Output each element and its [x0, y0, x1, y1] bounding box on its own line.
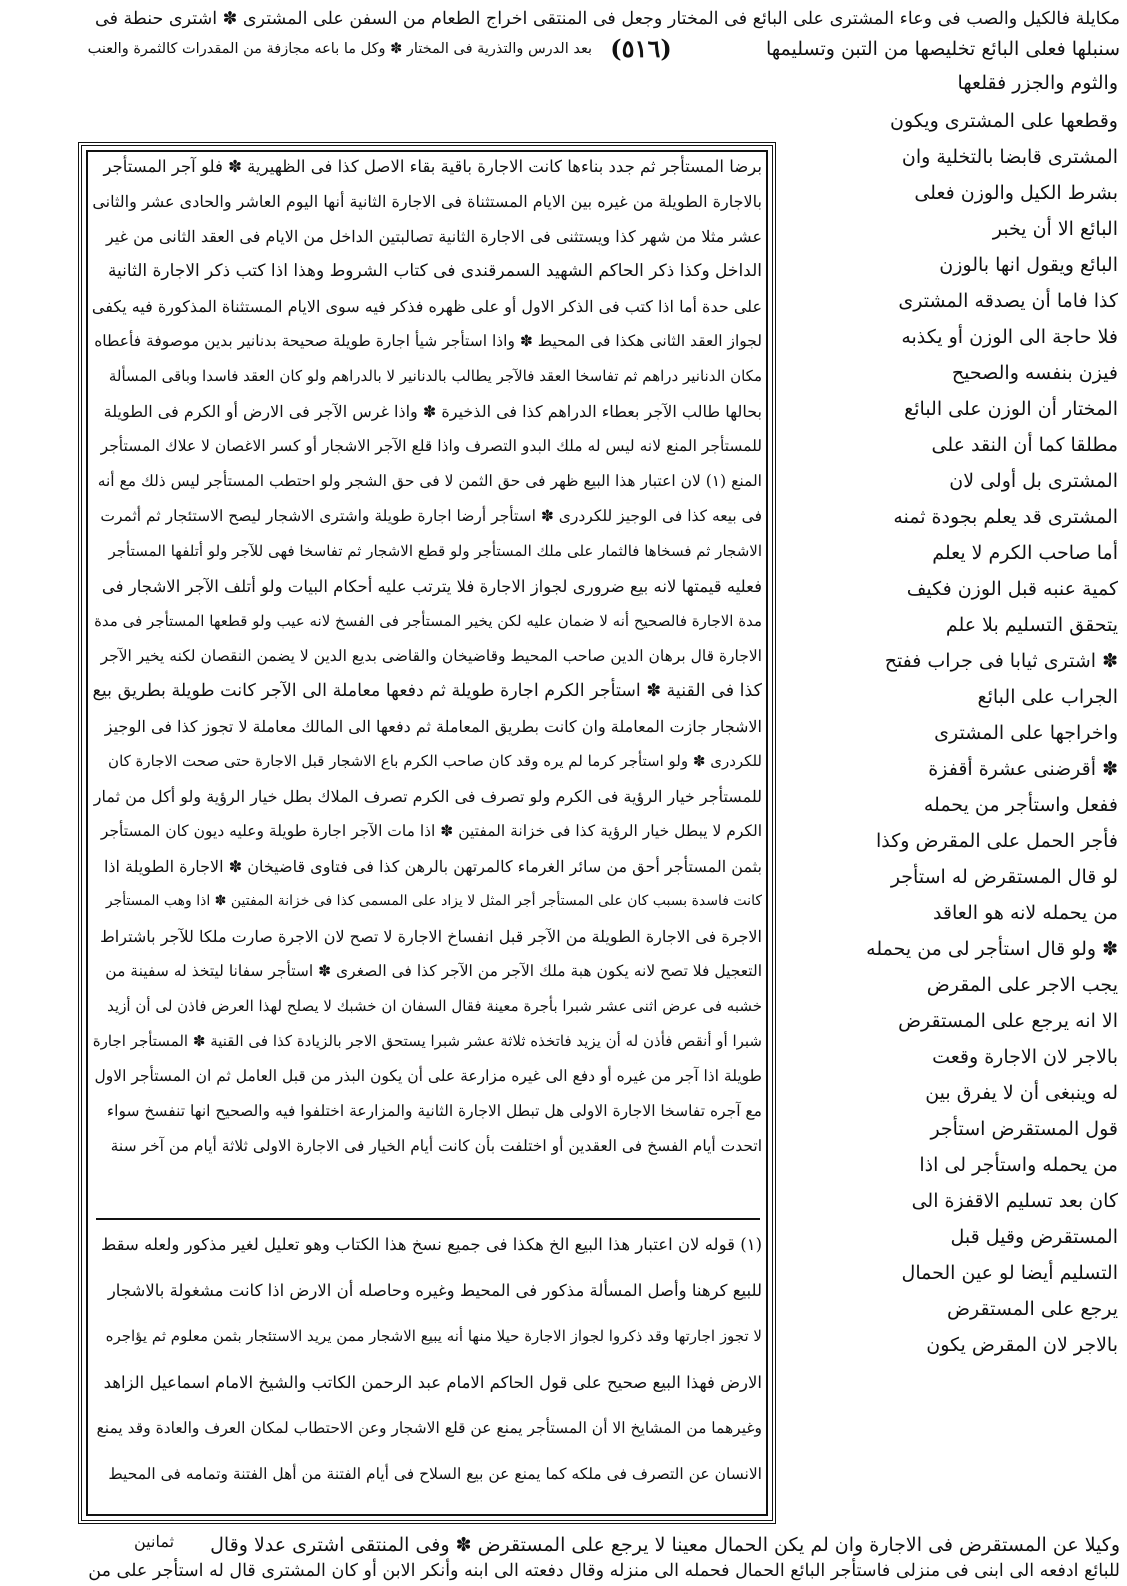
side-line-21: فأجر الحمل على المقرض وكذا: [875, 830, 1118, 852]
side-line-18: واخراجها على المشترى: [934, 722, 1118, 744]
main-line-28: مع آجره تفاسخا الاجارة الاولى هل تبطل الاجارة الثانية والمزارعة اختلفوا فيه والصحيح انها تنفسخ سواء: [106, 1102, 762, 1120]
catchword: ثمانين: [134, 1532, 175, 1551]
main-line-7: مكان الدنانير دراهم ثم تفاسخا العقد فالآجر يطالب بالدنانير لا بالدراهم ولو كان العقد فاسدا وباقى المسألة: [108, 367, 762, 385]
main-line-12: الاشجار ثم فسخاها فالثمار على ملك المستأجر ولو قطع الاشجار ثم تفاسخا فهى للآجر ولو أتلفها المستأجر: [108, 542, 762, 560]
main-line-3: عشر مثلا من شهر كذا ويستثنى فى الاجارة الثانية تصالبتين الداخل من الايام فى العقد الثانى من غير: [105, 227, 762, 246]
main-line-15: الاجارة قال برهان الدين صاحب المحيط وقاضيخان والقاضى بديع الدين لا يضمن النقصان لكنه يخير الآجر: [100, 647, 762, 665]
main-line-18: للكردرى ✽ ولو استأجر كرما لم يره وقد كان صاحب الكرم باع الاشجار قبل الاجارة حتى صحت الاجارة كان: [108, 752, 762, 770]
main-line-1: برضا المستأجر ثم جدد بناءها كانت الاجارة باقية بقاء الاصل كذا فى الظهيرية ✽ فلو آجر المستأجر: [103, 157, 762, 176]
side-line-8: فيزن بنفسه والصحيح: [951, 362, 1118, 384]
main-line-6: لجواز العقد الثانى هكذا فى المحيط ✽ واذا استأجر شيأ اجارة طويلة صحيحة بدنانير بدين موصوفة فأعطاه: [94, 332, 762, 350]
side-line-35: بالاجر لان المقرض يكون: [926, 1334, 1118, 1356]
side-line-11: المشترى بل أولى لان: [949, 470, 1118, 492]
top-line-3: بعد الدرس والتذرية فى المختار ✽ وكل ما باعه مجازفة من المقدرات كالثمرة والعنب: [87, 41, 592, 57]
side-line-30: من يحمله واستأجر لى اذا: [919, 1154, 1118, 1176]
side-line-17: الجراب على البائع: [977, 686, 1118, 708]
side-line-10: مطلقا كما أن النقد على: [931, 434, 1118, 456]
main-line-26: شبرا أو أنقص فأذن له أن يزيد فاتخذه ثلاثة عشر شبرا يستحق الاجر بالزيادة كذا فى القنية ✽ المستأجر اجارة: [92, 1032, 762, 1050]
side-line-32: المستقرض وقيل قبل: [950, 1226, 1118, 1248]
top-line-2: سنبلها فعلى البائع تخليصها من التبن وتسليمها: [765, 38, 1120, 60]
footnote-separator: [96, 1218, 760, 1220]
side-line-31: كان بعد تسليم الاقفزة الى: [911, 1190, 1118, 1212]
side-line-1: وقطعها على المشترى ويكون: [890, 110, 1118, 132]
side-line-7: فلا حاجة الى الوزن أو يكذبه: [901, 326, 1118, 348]
main-line-2: بالاجارة الطويلة من غيره بين الايام المستثناة فى الاجارة الثانية أنها اليوم العاشر والحادى عشر والثانى: [92, 192, 762, 211]
footnote-line-5: وغيرهما من المشايخ الا أن المستأجر يمنع عن قلع الاشجار وعن الاحتطاب لمكان العرف والعادة وقد يمنع: [96, 1419, 762, 1437]
side-line-24: ✽ ولو قال استأجر لى من يحمله: [866, 938, 1118, 960]
side-line-26: الا انه يرجع على المستقرض: [898, 1010, 1118, 1032]
main-line-17: الاشجار جازت المعاملة وان كانت بطريق المعاملة ثم دفعها الى المالك معاملة لا تجوز كذا فى الوجيز: [104, 717, 762, 736]
footnote-line-1: (١) قوله لان اعتبار هذا البيع الخ هكذا فى جميع نسخ هذا الكتاب وهو تعليل لغير مذكور ولعله سقط: [101, 1235, 762, 1254]
side-line-15: يتحقق التسليم بلا علم: [945, 614, 1118, 636]
side-line-20: ففعل واستأجر من يحمله: [923, 794, 1118, 816]
side-line-23: من يحمله لانه هو العاقد: [932, 902, 1118, 924]
footnote-line-2: للبيع كرهنا وأصل المسألة مذكور فى المحيط وغيره وحاصله أن الارض اذا كانت مشغولة بالاشجار: [107, 1281, 762, 1300]
main-line-25: خشبه فى عرض اثنى عشر شبرا بأجرة معينة فقال السفان ان خشبك لا يصلح لهذا العرض فاذن لى أن أزيد: [107, 997, 762, 1015]
side-line-19: ✽ أقرضنى عشرة أقفزة: [928, 758, 1118, 780]
side-line-16: ✽ اشترى ثيابا فى جراب ففتح: [884, 650, 1118, 672]
main-line-5: على حدة أما اذا كتب فى الذكر الاول أو على ظهره فذكر فيه سوى الايام المستثناة المذكورة فيه يكفى: [92, 297, 762, 316]
main-line-4: الداخل وكذا ذكر الحاكم الشهيد السمرقندى فى كتاب الشروط وهذا اذا كتب ذكر الاجارة الثانية: [107, 261, 762, 281]
main-line-22: كانت فاسدة بسبب كان على المستأجر أجر المثل لا يزاد على المسمى كذا فى خزانة المفتين ✽ اذا وهب المستأجر: [105, 893, 762, 909]
side-line-22: لو قال المستقرض له استأجر: [890, 866, 1118, 888]
main-line-16: كذا فى القنية ✽ استأجر الكرم اجارة طويلة ثم دفعها معاملة الى الآجر كانت طويلة بطريق بيع: [92, 681, 762, 701]
side-line-4: البائع الا أن يخبر: [992, 218, 1118, 240]
side-line-5: البائع ويقول انها بالوزن: [939, 254, 1118, 276]
bottom-line-2: للبائع ادفعه الى ابنى فى منزلى فاستأجر البائع الحمال فحمله الى منزله وقال دفعته الى ابنه وأنكر الابن أو كان المشترى قال له استأجر على من: [88, 1561, 1120, 1581]
main-line-20: الكرم لا يبطل خيار الرؤية كذا فى خزانة المفتين ✽ اذا مات الآجر اجارة طويلة وعليه ديون كان المستأجر: [100, 822, 762, 840]
footnote-line-4: الارض فهذا البيع صحيح على قول الحاكم الامام عبد الرحمن الكاتب والشيخ الامام اسماعيل الزاهد: [103, 1373, 762, 1392]
side-line-9: المختار أن الوزن على البائع: [904, 398, 1118, 420]
side-line-27: بالاجر لان الاجارة وقعت: [932, 1046, 1118, 1068]
main-line-24: التعجيل فلا تصح لانه يكون هبة ملك الآجر من الآجر كذا فى الصغرى ✽ استأجر سفانا ليتخذ له سفينة من: [105, 962, 762, 980]
bottom-line-1: وكيلا عن المستقرض فى الاجارة وان لم يكن الحمال معينا لا يرجع على المستقرض ✽ وفى المنتقى اشترى عدلا وقال: [210, 1534, 1120, 1556]
side-line-14: كمية عنبه قبل الوزن فكيف: [906, 578, 1118, 600]
footnote-line-6: الانسان عن التصرف فى ملكه كما يمنع عن بيع السلاح فى أيام الفتنة من أهل الفتنة وتمامه فى المحيط: [108, 1465, 762, 1483]
main-line-29: اتحدت أيام الفسخ فى العقدين أو اختلفت بأن كانت أيام الخيار فى الاجارة الاولى ثلاثة أيام من آخر سنة: [110, 1137, 762, 1155]
side-line-28: له وينبغى أن لا يفرق بين: [925, 1082, 1118, 1104]
main-line-23: الاجرة فى الاجارة الطويلة من الآجر قبل انفساخ الاجارة لا تصح لان الاجرة صارت ملكا للآجر باشتراط: [100, 927, 762, 946]
side-line-34: يرجع على المستقرض: [947, 1298, 1118, 1320]
main-line-13: فعليه قيمتها لانه بيع ضرورى لجواز الاجارة فلا يترتب عليه أحكام البيات ولو أتلف الآجر الاشجار فى: [101, 577, 762, 596]
main-line-27: طويلة اذا آجر من غيره أو دفع الى غيره مزارعة على أن يكون البذر من قبل العامل ثم ان المستأجر الاول: [94, 1067, 762, 1085]
main-line-11: فى بيعه كذا فى الوجيز للكردرى ✽ استأجر أرضا اجارة طويلة واشترى الاشجار ليصح الاستئجار ثم أثمرت: [100, 507, 762, 525]
side-line-2: المشترى قابضا بالتخلية وان: [901, 146, 1118, 168]
top-line-1: مكايلة فالكيل والصب فى وعاء المشترى على البائع فى المختار وجعل فى المنتقى اخراج الطعام من السفن على المشترى ✽ اشترى حنطة فى: [95, 9, 1120, 29]
main-line-9: للمستأجر المنع لانه ليس له ملك البدو التصرف واذا قلع الآجر الاشجار أو كسر الاغصان لا علاك المستأجر: [100, 437, 762, 455]
page-number-text: (٥١٦): [610, 36, 672, 62]
main-line-10: المنع (١) لان اعتبار هذا البيع ظهر فى حق الثمن لا فى حق الشجر ولو احتطب المستأجر ليس ذلك مع أنه: [97, 472, 762, 490]
side-line-25: يجب الاجر على المقرض: [926, 974, 1118, 996]
main-line-19: للمستأجر خيار الرؤية فى الكرم ولو تصرف فى الكرم تصرف الملاك بطل خيار الرؤية ولو أكل من ثمار: [93, 787, 762, 806]
footnote-line-3: لا تجوز اجارتها وقد ذكروا لجواز الاجارة حيلا منها أنه يبيع الاشجار ممن يريد الاستئجار بثمن معلوم ثم يؤاجره: [105, 1327, 762, 1345]
top-line-4: والثوم والجزر فقلعها: [957, 72, 1118, 94]
side-line-12: المشترى قد يعلم بجودة ثمنه: [893, 506, 1118, 528]
main-line-14: مدة الاجارة فالصحيح أنه لا ضمان عليه لكن يخير المستأجر فى الفسخ لانه عيب ولو قطعها المستأجر فى مدة: [94, 612, 762, 630]
main-line-8: بحالها طالب الآجر بعطاء الدراهم كذا فى الذخيرة ✽ واذا غرس الآجر فى الارض أو الكرم فى الطويلة: [103, 402, 762, 421]
side-line-3: بشرط الكيل والوزن فعلى: [914, 182, 1118, 204]
side-line-33: التسليم أيضا لو عين الحمال: [901, 1262, 1118, 1284]
main-line-21: بثمن المستأجر أحق من سائر الغرماء كالمرتهن بالرهن كذا فى فتاوى قاضيخان ✽ الاجارة الطويلة اذا: [103, 857, 762, 876]
side-line-13: أما صاحب الكرم لا يعلم: [932, 542, 1118, 564]
side-line-29: قول المستقرض استأجر: [930, 1118, 1118, 1140]
side-line-6: كذا فاما أن يصدقه المشترى: [898, 290, 1118, 312]
